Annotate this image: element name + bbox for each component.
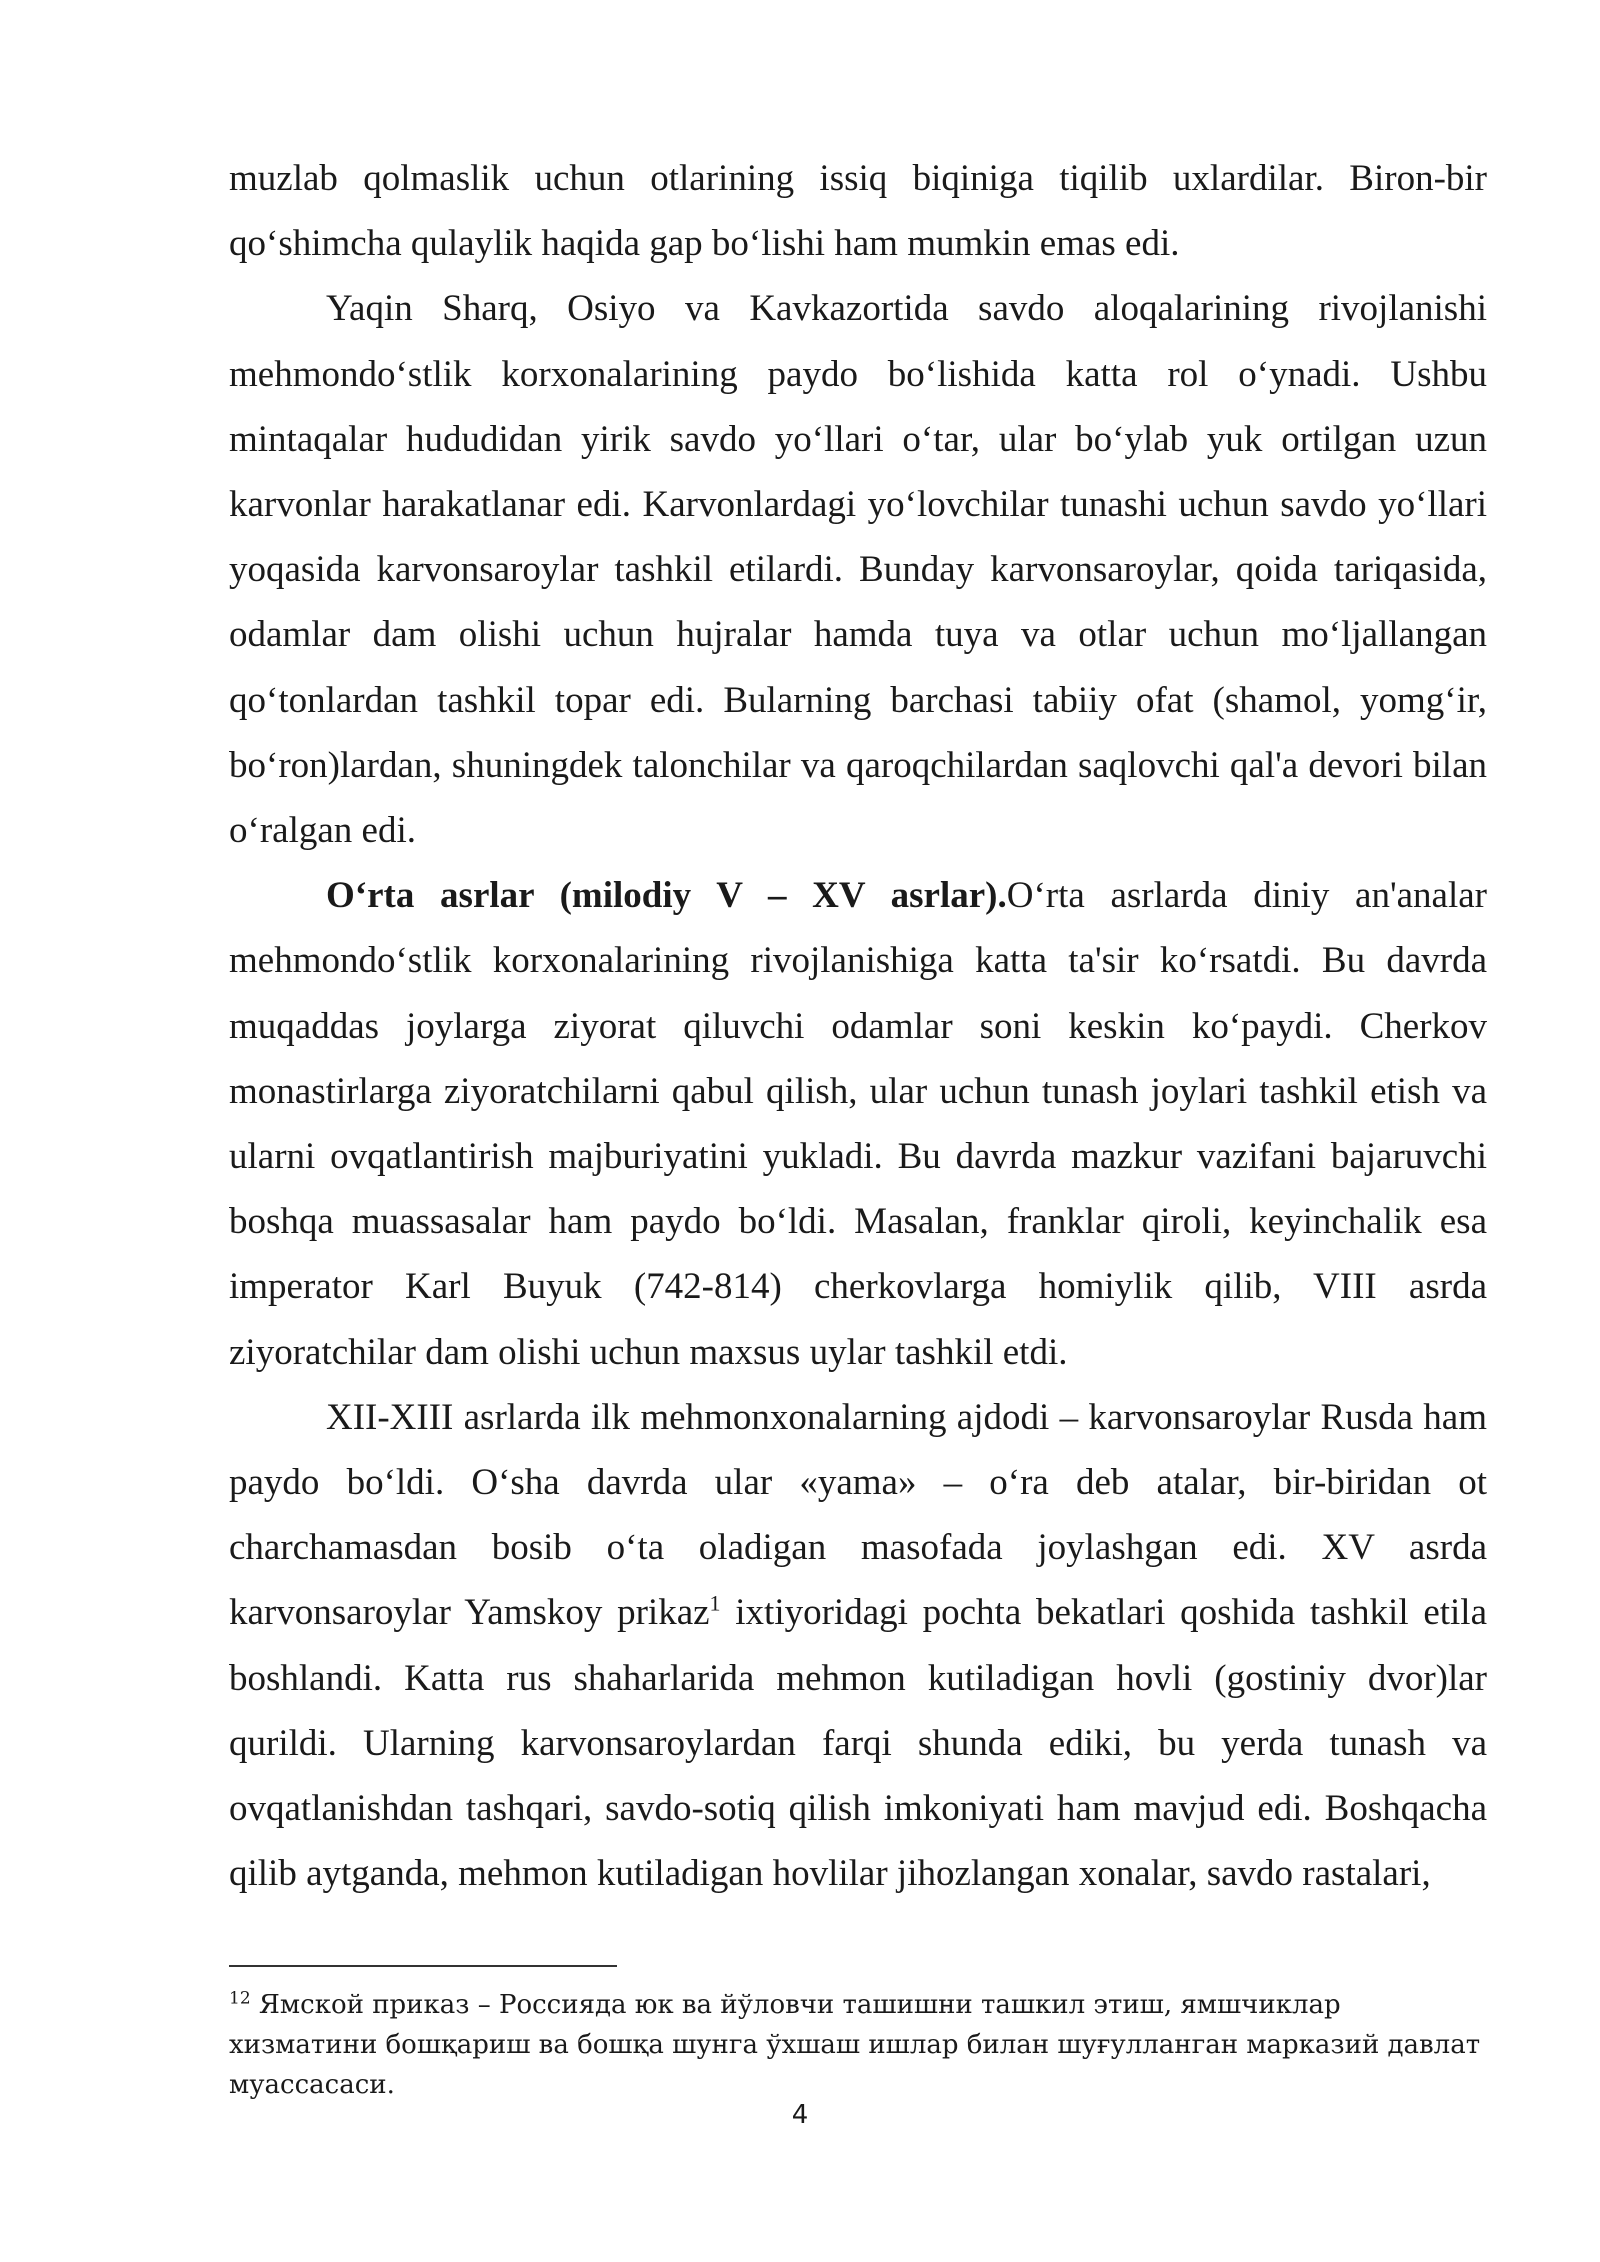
page-number: 4 bbox=[791, 2100, 809, 2130]
paragraph-2 bbox=[229, 276, 1487, 863]
paragraph-4-text-before: XII-XIII asrlarda ilk mehmonxonalarning ajdodi – karvonsaroylar Rusda ham paydo bo‘ldi. O‘sha davrda ular «yama» – o‘ra deb atalar, bir-biridan ot charchamasdan bosib o‘ta oladigan masofada joylashgan edi. XV asrda karvonsaroylar Yamskoy prikaz bbox=[229, 1396, 1487, 1634]
paragraph-3-text: O‘rta asrlarda diniy an'analar mehmondo‘stlik korxonalarining rivojlanishiga katta ta'sir ko‘rsatdi. Bu davrda muqaddas joylarga ziyorat qiluvchi odamlar soni keskin ko‘paydi. Cherkov monastirlarga ziyoratchilarni qabul qilish, ular uchun tunash joylari tashkil etish va ularni ovqatlantirish majburiyatini yukladi. Bu davrda mazkur vazifani bajaruvchi boshqa muassasalar ham paydo bo‘ldi. Masalan, franklar qiroli, keyinchalik esa imperator Karl Buyuk (742-814) cherkovlarga homiylik qilib, VIII asrda ziyoratchilar dam olishi uchun maxsus uylar tashkil etdi. bbox=[229, 875, 1487, 1373]
footnote-marker-2: 2 bbox=[239, 1988, 251, 2009]
paragraph-4-text-after: ixtiyoridagi pochta bekatlari qoshida tashkil etila boshlandi. Katta rus shaharlarida mehmon kutiladigan hovli (gostiniy dvor)lar qurildi. Ularning karvonsaroylardan farqi shunda ediki, bu yerda tunash va ovqatlanishdan tashqari, savdo-sotiq qilish imkoniyati ham mavjud edi. Boshqacha qilib aytganda, mehmon kutiladigan hovlilar jihozlangan xonalar, savdo rastalari, bbox=[229, 1592, 1487, 1895]
footnote-separator bbox=[229, 1965, 617, 1967]
footnote-marker: 1 bbox=[229, 1988, 240, 2009]
paragraph-4 bbox=[229, 1385, 1487, 1907]
body-text bbox=[229, 146, 1487, 1906]
paragraph-3 bbox=[229, 863, 1487, 1385]
footnote bbox=[229, 1985, 1487, 2105]
section-heading: O‘rta asrlar (milodiy V – XV asrlar). bbox=[326, 875, 1007, 917]
paragraph-1 bbox=[229, 146, 1487, 276]
footnote-reference[interactable]: 1 bbox=[709, 1591, 721, 1617]
paragraph-1-text: muzlab qolmaslik uchun otlarining issiq biqiniga tiqilib uxlardilar. Biron-bir qo‘shimcha qulaylik haqida gap bo‘lishi ham mumkin emas edi. bbox=[229, 158, 1487, 265]
footnote-text: Ямской приказ – Россияда юк ва йўловчи ташишни ташкил этиш, ямшчиклар хизматини бошқариш ва бошқа шунга ўхшаш ишлар билан шуғулланган марказий давлат муассасаси. bbox=[229, 1990, 1481, 2100]
paragraph-2-text: Yaqin Sharq, Osiyo va Kavkazortida savdo aloqalarining rivojlanishi mehmondo‘stlik korxonalarining paydo bo‘lishida katta rol o‘ynadi. Ushbu mintaqalar hududidan yirik savdo yo‘llari o‘tar, ular bo‘ylab yuk ortilgan uzun karvonlar harakatlanar edi. Karvonlardagi yo‘lovchilar tunashi uchun savdo yo‘llari yoqasida karvonsaroylar tashkil etilardi. Bunday karvonsaroylar, qoida tariqasida, odamlar dam olishi uchun hujralar hamda tuya va otlar uchun mo‘ljallangan qo‘tonlardan tashkil topar edi. Bularning barchasi tabiiy ofat (shamol, yomg‘ir, bo‘ron)lardan, shuningdek talonchilar va qaroqchilardan saqlovchi qal'a devori bilan o‘ralgan edi. bbox=[229, 288, 1487, 852]
